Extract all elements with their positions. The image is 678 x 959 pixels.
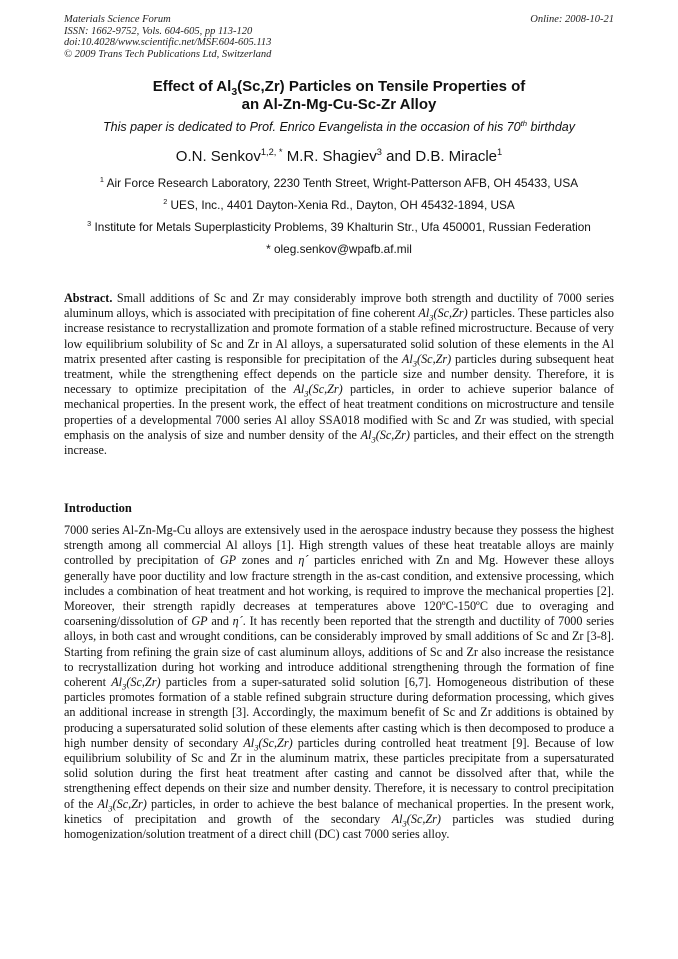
dedication-text: This paper is dedicated to Prof. Enrico Evangelista in the occasion of his 70 [102, 120, 521, 134]
author-name: D.B. Miracle [415, 148, 498, 165]
gp-symbol: GP [191, 614, 208, 629]
title-line-2: an Al-Zn-Mg-Cu-Sc-Zr Alloy [241, 96, 437, 113]
journal-issn: ISSN: 1662-9752, Vols. 604-605, pp 113-120 [64, 25, 253, 37]
abstract-text: particles during subsequent heat treatment, while the strengthening effect depends on the particle size and number density. Therefore, it is necessary to optimize precipitation of the [64, 351, 615, 397]
author-affil-sup: 3 [376, 147, 382, 157]
author-name: M.R. Shagiev [282, 148, 377, 165]
journal-doi: doi:10.4028/www.scientific.net/MSF.604-605.113 [64, 37, 272, 49]
corresponding-email: * oleg.senkov@wpafb.af.mil [266, 242, 412, 256]
dedication-sup: th [520, 118, 528, 128]
dedication [60, 120, 618, 134]
formula: $Al_3(Sc,Zr)$ [418, 306, 468, 323]
abstract-text: particles. These particles also increase resistance to recrystallization and promote formation of a stable refined microstructure. Because of very low equilibrium solubility of Sc and Zr in Al alloys, a supersaturated solid solution of these elements in the Al matrix presented after casting is responsible for precipitation of the [64, 306, 614, 366]
intro-text: particles from a super-saturated solid solution [6,7]. Homogeneous distribution of these particles promotes formation of a stable refined subgrain structure during deformation processing, which gives an additional increase in strength [3]. Accordingly, the maximum benefit of Sc and Zr additions is obtained by producing a supersaturated solid solution of these elements after casting which is then decomposed to produce a high number density of secondary [64, 675, 614, 750]
online-date: Online: 2008-10-21 [530, 14, 614, 25]
intro-text: and [207, 614, 233, 629]
author-name: O.N. Senkov [175, 148, 261, 165]
abstract-text: particles, in order to achieve superior balance of mechanical properties. In the present work, the effect of heat treatment conditions on microstructure and tensile properties of a developmental 7000 series Al alloy SSA018 modified with Sc and Zr was studied, with special emphasis on the analysis of size and number density of the [64, 382, 614, 442]
formula: $Al_3(Sc,Zr)$ [401, 351, 452, 369]
formula: $Al_3(Sc,Zr)$ [391, 811, 441, 829]
affiliation-sup: 1 [99, 175, 104, 185]
affiliation-sup: 2 [163, 197, 168, 207]
abstract-text: Small additions of Sc and Zr may considerably improve both strength and ductility of 7000 series aluminum alloys, which is associated with precipitation of fine coherent [64, 291, 614, 321]
formula: $Al_3(Sc,Zr)$ [293, 382, 343, 399]
author-separator: and [381, 148, 416, 165]
affiliation-2 [60, 198, 618, 212]
affiliation-sup: 3 [87, 219, 92, 229]
paper-title [60, 78, 618, 114]
title-part: (Sc,Zr) Particles on Tensile Properties of [237, 78, 526, 95]
affiliation-3 [60, 220, 618, 234]
affiliation-text: Air Force Research Laboratory, 2230 Tenth Street, Wright-Patterson AFB, OH 45433, USA [103, 176, 579, 190]
intro-text: . It has recently been reported that the strength and ductility of 7000 series alloys, in both cast and wrought conditions, can be considerably improved by small additions of Sc and Zr [3-8]. Starting from refining the grain size of cast aluminum alloys, additions of Sc and Zr also increase the resistance to recrystallization during hot working and introduce additional strengthening through the formation of fine coherent [64, 614, 614, 690]
abstract-text: particles, and their effect on the strength increase. [64, 427, 614, 458]
journal-header [64, 14, 271, 60]
affiliation-text: UES, Inc., 4401 Dayton-Xenia Rd., Dayton, OH 45432-1894, USA [167, 198, 515, 212]
formula: $Al_3(Sc,Zr)$ [111, 675, 161, 692]
abstract-label: Abstract. [64, 291, 113, 305]
journal-name: Materials Science Forum [64, 14, 171, 25]
affiliation-text: Institute for Metals Superplasticity Problems, 39 Khalturin Str., Ufa 450001, Russian Federation [91, 220, 591, 234]
eta-prime-symbol: η´ [232, 614, 243, 629]
author-list [60, 148, 618, 165]
intro-text: particles enriched with Zn and Mg. However these alloys generally have poor ductility and low fracture strength in the as-cast condition, and extensive processing, which includes a combination of heat treatment and hot working, is required to improve the mechanical properties [2]. Moreover, their strength rapidly decreases at temperatures above 120ºC-150ºC due to overaging and coarsening/dissolution of [64, 553, 614, 629]
affiliation-1 [60, 176, 618, 190]
introduction-body [64, 523, 614, 842]
journal-copyright: © 2009 Trans Tech Publications Ltd, Switzerland [64, 48, 272, 60]
intro-text: 7000 series Al-Zn-Mg-Cu alloys are extensively used in the aerospace industry because they possess the highest strength among all commercial Al alloys [1]. High strength values of these heat treatable alloys are mainly controlled by precipitation of [64, 523, 614, 568]
title-part: Effect of Al [152, 78, 232, 95]
intro-text: particles during controlled heat treatment [9]. Because of low equilibrium solubility of Sc and Zr in the aluminum matrix, these particles precipitate from a supersaturated solid solution during the first heat treatment after casting and cannot be dissolved after that, while the strengthening effect depends on their size and number density. Therefore, it is necessary to control precipitation of the [64, 735, 614, 811]
abstract [64, 291, 614, 458]
formula: $Al_3(Sc,Zr)$ [243, 735, 293, 753]
intro-text: particles was studied during homogenization/solution treatment of a direct chill (DC) cast 7000 series alloy. [64, 811, 614, 842]
title-subscript: 3 [231, 86, 238, 98]
eta-prime-symbol: η´ [298, 553, 309, 568]
author-affil-sup: 1,2, * [260, 147, 283, 157]
author-affil-sup: 1 [497, 147, 503, 157]
formula: $Al_3(Sc,Zr)$ [360, 427, 410, 445]
gp-symbol: GP [219, 553, 237, 568]
formula: $Al_3(Sc,Zr)$ [97, 796, 147, 814]
intro-text: particles, in order to achieve the best balance of mechanical properties. In the present work, kinetics of precipitation and growth of the secondary [64, 796, 614, 826]
intro-text: zones and [236, 553, 299, 568]
dedication-text: birthday [527, 120, 576, 134]
section-heading-introduction: Introduction [64, 501, 132, 515]
